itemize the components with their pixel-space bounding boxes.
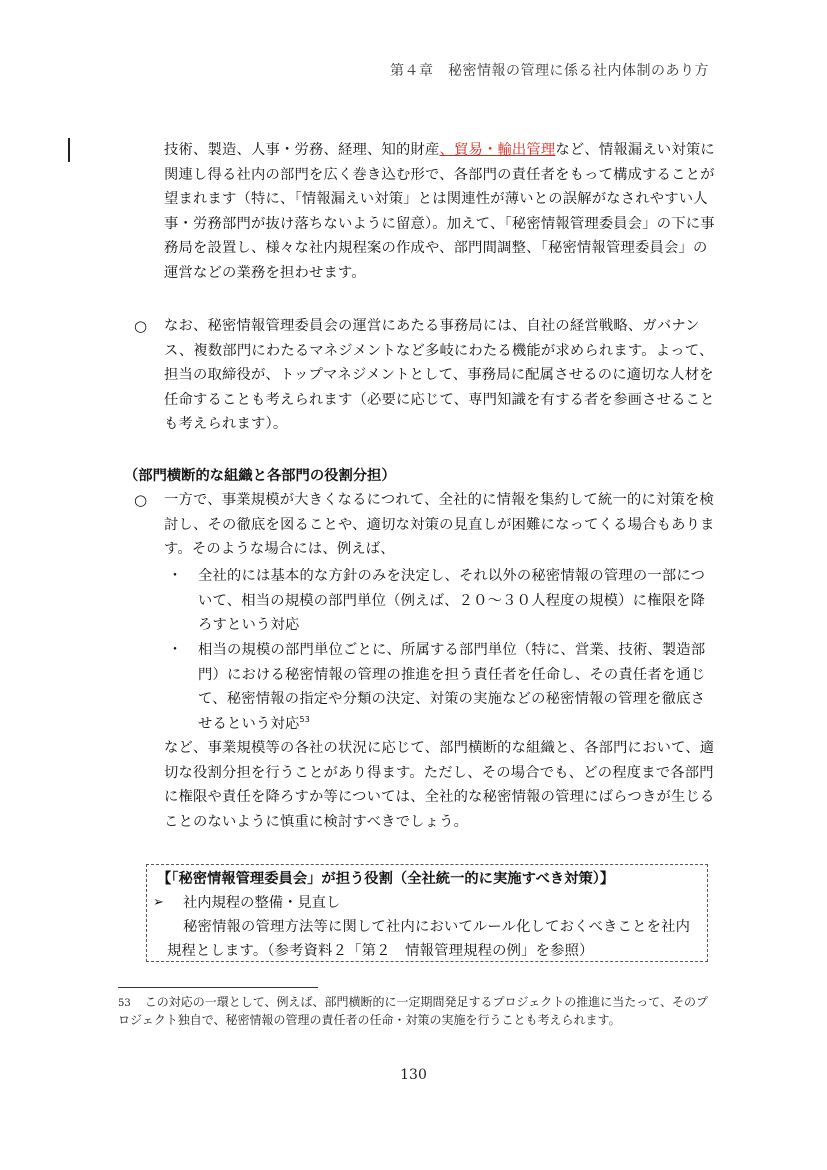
paragraph-closing: など、事業規模等の各社の状況に応じて、部門横断的な組織と、各部門において、適切な役割分担を行うことがあり得ます。ただし、その場合でも、どの程度まで各部門に権限や責任を降ろすか等については、全社的な秘密情報の管理にばらつきが生じることのないように慎重に検討すべきでしょう。	[164, 740, 715, 830]
section-heading: （部門横断的な組織と各部門の役割分担）	[124, 468, 396, 484]
footnote-rule	[118, 987, 318, 988]
list-item-dot: ・	[168, 568, 182, 584]
paragraph-text: など、情報漏えい対策に関連し得る社内の部門を広く巻き込む形で、各部門の責任者をもって構成することが望まれます（特に、「情報漏えい対策」とは関連性が薄いとの誤解がなされやすい人事・労務部門が抜け落ちないように留意）。加えて、「秘密情報管理委員会」の下に事務局を設置し、様々な社内規程案の作成や、部門間調整、「秘密情報管理委員会」の運営などの業務を担わせます。	[164, 142, 715, 281]
box-item: 社内規程の整備・見直し	[183, 895, 341, 911]
page-number: 130	[400, 1067, 427, 1083]
roles-box	[146, 864, 708, 962]
box-title: 【「秘密情報管理委員会」が担う役割（全社統一的に実施すべき対策）】	[157, 871, 615, 887]
inserted-text: 、貿易・輸出管理	[439, 142, 556, 158]
bullet-circle-icon: ○	[134, 491, 148, 509]
footnote-number: 53	[118, 998, 131, 1009]
list-item: 全社的には基本的な方針のみを決定し、それ以外の秘密情報の管理の一部について、相当の規模の部門単位（例えば、２０～３０人程度の規模）に権限を降ろすという対応	[198, 568, 706, 634]
running-header: 第４章 秘密情報の管理に係る社内体制のあり方	[390, 63, 709, 79]
list-item-dot: ・	[168, 642, 182, 658]
paragraph-intro: 一方で、事業規模が大きくなるにつれて、全社的に情報を集約して統一的に対策を検討し、その徹底を図ることや、適切な対策の見直しが困難になってくる場合もあります。そのような場合には、例えば、	[164, 492, 715, 558]
arrow-bullet-icon: ➢	[153, 895, 164, 910]
bullet-circle-icon: ○	[134, 317, 148, 335]
paragraph-secretariat: なお、秘密情報管理委員会の運営にあたる事務局には、自社の経営戦略、ガバナンス、複数部門にわたるマネジメントなど多岐にわたる機能が求められます。よって、担当の取締役が、トップマネジメントとして、事務局に配属させるのに適切な人材を任命することも考えられます（必要に応じて、専門知識を有する者を参画させることも考えられます）。	[164, 318, 715, 433]
box-description: 秘密情報の管理方法等に関して社内においてルール化しておくべきことを社内規程とします。（参考資料２「第２ 情報管理規程の例」を参照）	[167, 919, 691, 959]
paragraph-committee-members	[164, 138, 716, 286]
list-item-text: 相当の規模の部門単位ごとに、所属する部門単位（特に、営業、技術、製造部門）における秘密情報の管理の推進を担う責任者を任命し、その責任者を通じて、秘密情報の指定や分類の決定、対策の実施などの秘密情報の管理を徹底させるという対応	[198, 642, 706, 732]
footnote-text: この対応の一環として、例えば、部門横断的に一定期間発足するプロジェクトの推進に当たって、そのプロジェクト独自で、秘密情報の管理の責任者の任命・対策の実施を行うことも考えられます。	[118, 995, 709, 1027]
list-item	[198, 638, 716, 736]
paragraph-text: 技術、製造、人事・労務、経理、知的財産	[164, 142, 440, 158]
revision-change-bar	[68, 138, 70, 162]
footnote-reference: 53	[299, 714, 311, 724]
footnote	[118, 994, 710, 1029]
